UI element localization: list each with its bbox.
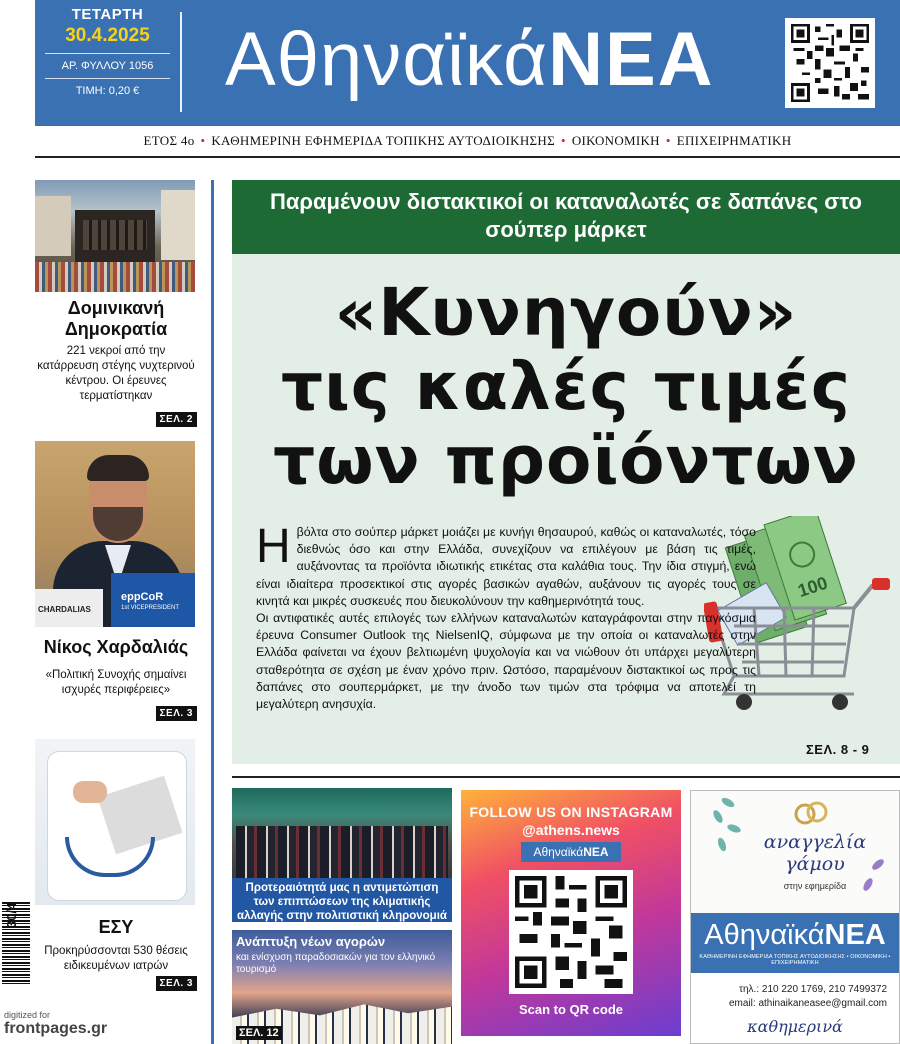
logo-thin-text: Αθηναϊκά xyxy=(225,17,549,102)
page-reference[interactable]: ΣΕΛ. 3 xyxy=(156,706,197,721)
main-story-body xyxy=(256,520,756,713)
eppcor-sub-text: 1st VICEPRESIDENT xyxy=(121,605,180,611)
tourism-photo[interactable] xyxy=(232,930,452,1044)
sidebar-story-text: «Πολιτική Συνοχής σημαίνει ισχυρές περιφέρειες» xyxy=(45,669,187,696)
sidebar-story-text: 221 νεκροί από την κατάρρευση στέγης νυχτερινού κέντρου. Οι έρευνες τερματίστηκαν xyxy=(37,345,195,402)
page-reference: ΣΕΛ. 12 xyxy=(236,1026,282,1040)
logo-bold-text: ΝΕΑ xyxy=(548,17,715,102)
date-divider xyxy=(45,53,170,54)
email-address[interactable]: email: athinaikaneasee@gmail.com xyxy=(728,998,887,1009)
wedding-announcement-ad[interactable] xyxy=(690,790,900,1044)
climate-caption-box[interactable] xyxy=(232,878,452,922)
issue-day: ΤΕΤΑΡΤΗ xyxy=(71,6,144,23)
volume-label: 30/4 xyxy=(4,902,19,928)
main-headline[interactable] xyxy=(232,276,900,498)
sidebar-story-title: ΕΣΥ xyxy=(98,917,134,937)
sidebar-story-esy[interactable] xyxy=(35,739,197,991)
bullet-icon: • xyxy=(200,133,206,148)
collapse-photo xyxy=(35,180,195,292)
doctor-photo xyxy=(35,739,195,905)
watermark-small: digitized for xyxy=(4,1010,51,1020)
body-paragraph: βόλτα στο σούπερ μάρκετ μοιάζει με κυνήγι θησαυρού, καθώς οι καταναλωτές, τόσο διεθνώς όσο και στην Ελλάδα, συνεχίζουν να επιλέγουν με βάση τις τιμές, αυξάνοντας τα προϊόντα ιδιωτικής ετικέτας στα καλάθια τους. Την ίδια στιγμή, ενώ είναι ιδιαίτερα προσεκτικοί στις αγορές βασικών αγαθών, αυξάνουν τις αγορές τους σε κινητά και μικρές συσκευές που διευκολύνουν την καθημερινότητά τους. xyxy=(256,525,756,608)
sidebar xyxy=(35,180,197,991)
main-story xyxy=(232,254,900,764)
tourism-subtitle: και ενίσχυση παραδοσιακών για τον ελληνικό τουρισμό xyxy=(236,952,436,975)
wedding-subtitle: στην εφημερίδα xyxy=(783,881,847,891)
qr-code-graphic xyxy=(791,24,869,102)
sidebar-story-text: Προκηρύσσονται 530 θέσεις ειδικευμένων ιατρών xyxy=(44,945,188,972)
newspaper-logo[interactable] xyxy=(225,10,715,110)
bottom-news-box xyxy=(232,788,452,1044)
sidebar-story-title: Νίκος Χαρδαλιάς xyxy=(43,637,189,657)
strap-year: ΕΤΟΣ 4ο xyxy=(143,133,195,148)
instagram-handle: @athens.news xyxy=(522,822,620,838)
qr-code-icon[interactable] xyxy=(785,18,875,108)
column-divider xyxy=(211,180,214,1044)
middle-divider xyxy=(232,776,900,778)
wedding-rings-icon xyxy=(791,801,831,825)
wedding-title-line: αναγγελία xyxy=(763,831,867,853)
logo-bold-text: ΝΕΑ xyxy=(583,845,609,859)
issue-date: 30.4.2025 xyxy=(65,25,150,46)
leaf-icon xyxy=(716,837,727,853)
logo-thin-text: Αθηναϊκά xyxy=(704,919,825,951)
portrait-photo xyxy=(35,441,195,627)
bullet-icon: • xyxy=(560,133,566,148)
wedding-title-line: γάμου xyxy=(785,853,845,875)
name-plate: CHARDALIAS xyxy=(35,589,103,627)
instagram-follow-text: FOLLOW US ON INSTAGRAM xyxy=(469,804,673,820)
tourism-title: Ανάπτυξη νέων αγορών xyxy=(236,934,386,949)
wedding-title xyxy=(745,831,885,875)
instagram-ad[interactable] xyxy=(461,790,681,1036)
eppcor-logo-text: eppCoR xyxy=(121,591,164,603)
headline-line: τις καλές τιμές xyxy=(280,348,852,425)
masthead xyxy=(35,0,900,126)
top-divider xyxy=(35,156,900,158)
sidebar-story-dominican[interactable] xyxy=(35,180,197,427)
page-reference[interactable]: ΣΕΛ. 8 - 9 xyxy=(806,742,870,757)
logo-bold-text: ΝΕΑ xyxy=(824,919,886,951)
issue-price: ΤΙΜΗ: 0,20 € xyxy=(75,85,140,97)
svg-text:100: 100 xyxy=(795,572,831,602)
climate-photo[interactable] xyxy=(232,788,452,878)
body-paragraph: Οι αντιφατικές αυτές επιλογές των ελλήνων καταναλωτών καταγράφονται στην παγκόσμια έρευνα Consumer Outlook της NielsenIQ, σύμφωνα με την οποία οι καταναλωτές στην Ελλάδα φαίνεται να έχουν βελτιωμένη ψυχολογία και να νιώθουν ότι υπάρχει μεγαλύτερη σταθερότητα σε σχέση με έναν χρόνο πριν. Ωστόσο, παραμένουν διστακτικοί ως προς τις δαπάνες στο σουπερμάρκετ, με την άνοδο των τιμών στα τρόφιμα να αποτελεί τη μεγαλύτερη ανησυχία. xyxy=(256,611,756,712)
newspaper-logo xyxy=(691,919,899,951)
leaf-icon xyxy=(720,796,736,809)
strap-business: ΕΠΙΧΕΙΡΗΜΑΤΙΚΗ xyxy=(676,133,792,148)
wedding-logo-band xyxy=(691,913,899,973)
masthead-separator xyxy=(180,12,182,112)
issue-number: ΑΡ. ΦΥΛΛΟΥ 1056 xyxy=(61,60,154,72)
wedding-graphic xyxy=(691,791,899,913)
strap-economic: ΟΙΚΟΝΟΜΙΚΗ xyxy=(571,133,660,148)
mini-logo xyxy=(521,842,621,862)
bullet-icon: • xyxy=(665,133,671,148)
leaf-icon xyxy=(726,823,742,834)
qr-code-graphic xyxy=(515,876,627,988)
strap-type: ΚΑΘΗΜΕΡΙΝΗ ΕΦΗΜΕΡΙΔΑ ΤΟΠΙΚΗΣ ΑΥΤΟΔΙΟΙΚΗΣΗΣ xyxy=(211,133,555,148)
main-story-kicker[interactable]: Παραμένουν διστακτικοί οι καταναλωτές σε δαπάνες στο σούπερ μάρκετ xyxy=(232,180,900,254)
logo-thin-text: Αθηναϊκά xyxy=(533,845,584,859)
phone-numbers[interactable]: τηλ.: 210 220 1769, 210 7499372 xyxy=(739,984,887,995)
headline-line: των προϊόντων xyxy=(273,422,859,499)
eppcor-plate xyxy=(111,573,195,627)
instagram-qr-code-icon[interactable] xyxy=(509,870,633,994)
page-reference[interactable]: ΣΕΛ. 3 xyxy=(156,976,197,991)
daily-text: καθημερινά xyxy=(747,1017,843,1036)
page-reference[interactable]: ΣΕΛ. 2 xyxy=(156,412,197,427)
watermark xyxy=(4,1010,107,1038)
logo-tagline: ΚΑΘΗΜΕΡΙΝΗ ΕΦΗΜΕΡΙΔΑ ΤΟΠΙΚΗΣ ΑΥΤΟΔΙΟΙΚΗΣΗΣ • ΟΙΚΟΝΟΜΙΚΗ • ΕΠΙΧΕΙΡΗΜΑΤΙΚΗ xyxy=(699,954,891,966)
headline-line: «Κυνηγούν» xyxy=(334,274,798,351)
watermark-site: frontpages.gr xyxy=(4,1020,108,1037)
sidebar-story-title: Δομινικανή Δημοκρατία xyxy=(64,298,168,339)
sidebar-story-chardalias[interactable] xyxy=(35,441,197,721)
date-divider xyxy=(45,78,170,79)
scan-qr-text: Scan to QR code xyxy=(518,1002,624,1017)
date-box xyxy=(35,6,180,97)
leaf-icon xyxy=(711,809,724,825)
masthead-strap xyxy=(35,133,900,149)
drop-cap: Η xyxy=(256,520,291,573)
climate-caption: Προτεραιότητά μας η αντιμετώπιση των επιπτώσεων της κλιματικής αλλαγής στην πολιτιστική κληρονομιά xyxy=(237,882,447,922)
contact-info xyxy=(691,973,899,1011)
